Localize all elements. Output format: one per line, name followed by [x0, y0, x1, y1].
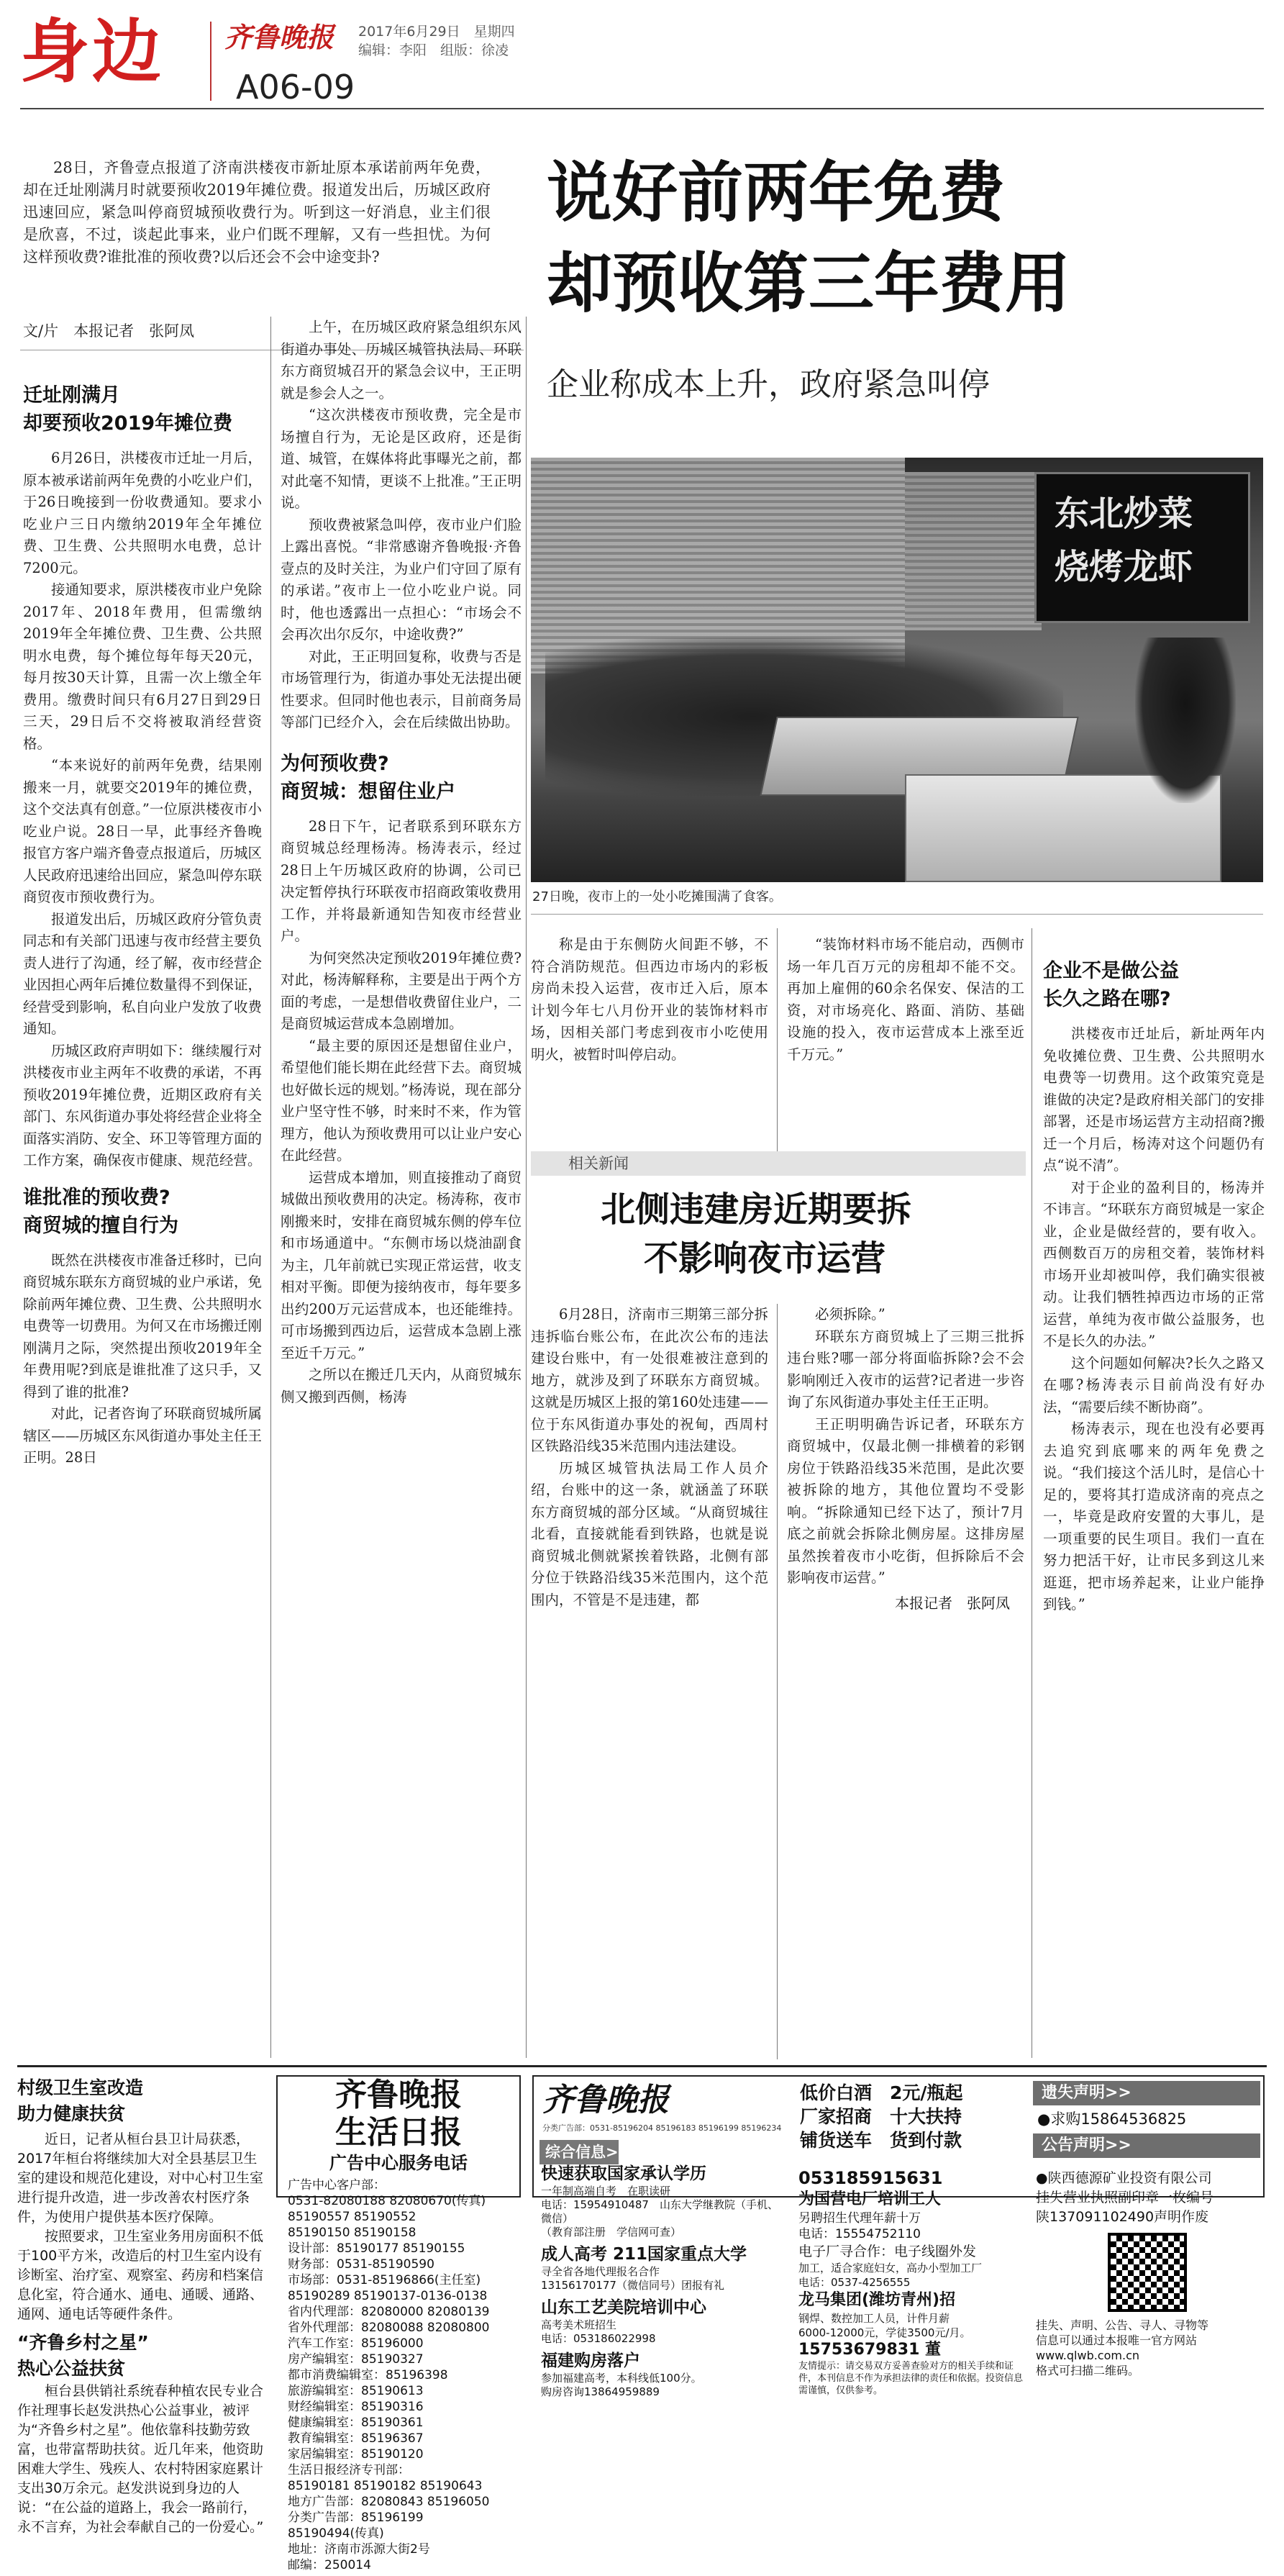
vendor-figure	[1135, 638, 1236, 803]
classified-item-detail: 参加福建高考，本科线低100分。 购房咨询13864959889	[541, 2372, 702, 2398]
health-ad-column	[17, 2075, 266, 2535]
masthead-rule	[20, 108, 1264, 109]
related-title-line-2: 不影响夜市运营	[644, 1238, 886, 1279]
classified-wine-block	[800, 2081, 1016, 2152]
service-phone-line: 房产编辑室：85190327	[288, 2352, 424, 2367]
service-phone-line: 地方广告部：82080843 85196050	[288, 2495, 490, 2509]
section-title: 身边	[20, 12, 164, 92]
date-line: 2017年6月29日 星期四	[358, 24, 515, 40]
article-paragraph: 上午，在历城区政府紧急组织东风街道办事处、历城区城管执法局、环联东方商贸城召开的紧急会议中，王正明就是参会人之一。	[281, 319, 522, 402]
related-byline: 本报记者 张阿凤	[895, 1594, 1010, 1612]
wine-line-3: 铺货送车 货到付款	[800, 2130, 962, 2151]
service-phone-line: 财经编辑室：85190316	[288, 2400, 424, 2414]
related-title-line-1: 北侧违建房近期要拆	[601, 1189, 912, 1230]
service-phone-line: 健康编辑室：85190361	[288, 2416, 424, 2430]
article-paragraph: 既然在洪楼夜市准备迁移时，已向商贸城东联东方商贸城的业户承诺，免除前两年摊位费、卫生费、公共照明水电费等一切费用。为何又在市场搬迁刚刚满月之际，突然提出预收2019年全年费用呢?到底是谁批准了这只手，又得到了谁的批准?	[23, 1251, 262, 1400]
classified-logo: 齐鲁晚报	[542, 2082, 669, 2118]
article-paragraph: 之所以在搬迁几天内，从商贸城东侧又搬到西侧，杨涛	[281, 1366, 522, 1405]
charity-title: “齐鲁乡村之星” 热心公益扶贫	[17, 2332, 149, 2379]
article-paragraph: 这个问题如何解决?长久之路又在哪?杨涛表示目前尚没有好办法，“需要后续不断协商”。	[1043, 1354, 1265, 1415]
service-title-1: 齐鲁晚报	[335, 2077, 462, 2113]
service-phone-line: 市场部：0531-85196866(主任室)	[288, 2273, 481, 2287]
service-phone-line: 教育编辑室：85196367	[288, 2431, 424, 2446]
service-phone-line: 生活日报经济专刊部：	[288, 2463, 410, 2477]
classified-item-title: 快速获取国家承认学历	[541, 2164, 706, 2183]
article-column-3	[531, 934, 768, 1143]
qr-note: 格式可扫描二维码。	[1036, 2364, 1140, 2377]
service-phone-line: 财务部：0531-85190590	[288, 2257, 434, 2272]
service-phone-line: 家居编辑室：85190120	[288, 2447, 424, 2462]
service-phone-line: 设计部：85190177 85190155	[288, 2241, 465, 2256]
service-phone-line: 都市消费编辑室：85196398	[288, 2368, 448, 2382]
shop-sign-text-2: 烧烤龙虾	[1055, 547, 1193, 587]
ads-top-rule	[17, 2065, 1267, 2067]
article-paragraph: 运营成本增加，则直接推动了商贸城做出预收费用的决定。杨涛称，夜市刚搬来时，安排在商贸城东侧的停车位和市场通道中。“东侧市场以烧油副食为主，几年前就已实现正常运营，收支相对平衡。即便为接纳夜市，每年要多出约200万元运营成本，也还能维持。可市场搬到西边后，运营成本急剧上涨至近千万元。”	[281, 1169, 522, 1361]
subhead-3: 为何预收费? 商贸城：想留住业户	[281, 752, 455, 803]
headline-line-2: 却预收第三年费用	[547, 246, 1071, 322]
subhead-1: 迁址刚满月 却要预收2019年摊位费	[23, 384, 233, 435]
photo-caption: 27日晚，夜市上的一处小吃摊围满了食客。	[532, 889, 782, 904]
electronics-title: 电子厂寻合作：电子线圈外发	[798, 2244, 977, 2259]
classified-lower-left	[541, 2163, 786, 2398]
health-paragraph-2: 按照要求，卫生室业务用房面积不低于100平方米，改造后的村卫生室内设有诊断室、治疗室、观察室、药房和档案信息化室，符合通水、通电、通暖、通路、通网、通电话等硬件条件。	[17, 2228, 264, 2322]
classified-item-title: 成人高考 211国家重点大学	[541, 2245, 747, 2264]
service-phone-line: 邮编：250014	[288, 2558, 371, 2572]
classified-item-detail: 一年制高端自考 在职读研 电话：15954910487 山东大学继教院（手机、微信） （教育部注册 学信网可查）	[541, 2185, 778, 2239]
wine-line-1: 低价白酒 2元/瓶起	[800, 2082, 963, 2103]
lead-intro: 28日，齐鲁壹点报道了济南洪楼夜市新址原本承诺前两年免费，却在迁址刚满月时就要预收2019年摊位费。报道发出后，历城区政府迅速回应，紧急叫停商贸城预收费行为。听到这一好消息，业主们很是欣喜，不过，谈起此事来，业户们既不理解，又有一些担忧。为何这样预收费?谁批准的预收费?以后还会不会中途变卦?	[23, 159, 491, 266]
related-paragraph: 历城区城管执法局工作人员介绍，台账中的这一条，就涵盖了环联东方商贸城的部分区域。“从商贸城往北看，直接就能看到铁路，也就是说商贸城北侧就紧挨着铁路，北侧有部分位于铁路沿线35米范围内，这个范围内，不管是不是违建，都	[531, 1459, 768, 1608]
health-paragraph-1: 近日，记者从桓台县卫计局获悉，2017年桓台将继续加大对全县基层卫生室的建设和规范化建设，对中心村卫生室进行提升改造，进一步改善农村医疗条件，为使用户提供基本医疗保障。	[17, 2131, 264, 2225]
classified-item-title: 山东工艺美院培训中心	[541, 2298, 706, 2317]
editor-line: 编辑：李阳 组版：徐凌	[358, 42, 509, 58]
article-paragraph: 杨涛表示，现在也没有必要再去追究到底哪来的两年免费之说。“我们接这个活儿时，是信心十足的，要将其打造成济南的亮点之一，毕竟是政府安置的大事儿，是一项重要的民生项目。我们一直在努力把活干好，让市民多到这儿来逛逛，把市场养起来，让业户能挣到钱。”	[1043, 1420, 1265, 1613]
lost-notice-head: 遗失声明>>	[1033, 2081, 1260, 2105]
article-paragraph: “这次洪楼夜市预收费，完全是市场擅自行为，无论是区政府，还是街道、城管，在媒体将此事曝光之前，都对此毫不知情，更谈不上批准。”王正明说。	[281, 407, 522, 511]
article-column-1	[23, 448, 262, 2117]
article-paragraph: “最主要的原因还是想留住业户，希望他们能长期在此经营下去。商贸城也好做长远的规划。”杨涛说，现在部分业户坚守性不够，时来时不来，作为管理方，他认为预收费用可以让业户安心在此经营。	[281, 1037, 522, 1164]
related-paragraph: 王正明明确告诉记者，环联东方商贸城中，仅最北侧一排横着的彩钢房位于铁路沿线35米范围，是此次要被拆除的地方，其他位置均不受影响。“拆除通知已经下达了，预计7月底之前就会拆除北侧房屋。这排房屋虽然挨着夜市小吃街，但拆除后不会影响夜市运营。”	[787, 1415, 1024, 1586]
lost-notice-item: ●求购15864536825	[1037, 2110, 1187, 2128]
subhead-2: 谁批准的预收费? 商贸城的擅自行为	[23, 1186, 178, 1237]
longma-title: 龙马集团(潍坊青州)招	[798, 2291, 956, 2309]
subhead-4: 企业不是做公益 长久之路在哪?	[1043, 960, 1179, 1010]
public-notice-head: 公告声明>>	[1033, 2133, 1260, 2158]
qr-note: 信息可以通过本报唯一官方网站	[1036, 2334, 1198, 2347]
qr-note: 挂失、声明、公告、寻人、寻物等	[1036, 2318, 1209, 2332]
article-column-5	[1043, 1023, 1265, 2059]
classified-item-detail: 寻全省各地代理报名合作 13156170177（微信同号）团报有礼	[541, 2265, 724, 2292]
notice-item: 挂失营业执照副印章一枚编号	[1036, 2190, 1214, 2205]
service-phone-line: 省外代理部：82080088 82080800	[288, 2321, 490, 2335]
article-paragraph: 6月26日，洪楼夜市迁址一月后，原本被承诺前两年免费的小吃业户们，于26日晚接到一份收费通知。要求小吃业户三日内缴纳2019年全年摊位费、卫生费、公共照明水电费，总计7200元。	[23, 450, 262, 576]
classified-info-head: 综合信息>>	[539, 2140, 619, 2164]
longma-phone: 15753679831 董	[798, 2341, 942, 2359]
service-phone-line: 广告中心客户部：	[288, 2178, 386, 2192]
service-phone-line: 省内代理部：82080000 82080139	[288, 2305, 490, 2319]
health-title: 村级卫生室改造 助力健康扶贫	[17, 2077, 144, 2124]
notice-item: ●陕西德源矿业投资有限公司	[1036, 2170, 1212, 2186]
page-number: A06-09	[236, 68, 355, 106]
classified-lower-right	[1036, 2169, 1259, 2377]
article-paragraph: 称是由于东侧防火间距不够，不符合消防规范。但西边市场内的彩板房尚未投入运营，夜市迁入后，原本计划今年七八月份开业的装饰材料市场，因相关部门考虑到夜市小吃使用明火，被暂时叫停启动。	[531, 936, 768, 1063]
service-phone-line: 85190150 85190158	[288, 2226, 416, 2240]
related-paragraph: 必须拆除。”	[815, 1306, 885, 1323]
headline-line-1: 说好前两年免费	[547, 155, 1006, 231]
service-phone-line: 汽车工作室：85196000	[288, 2336, 424, 2351]
article-paragraph: 接通知要求，原洪楼夜市业户免除2017年、2018年费用，但需缴纳2019年全年摊位费、卫生费、公共照明水电费，每个摊位每年每天20元，每月按30天计算，且需一次上缴全年费用。缴费时间只有6月27日到29日三天，29日后不交将被取消经营资格。	[23, 581, 262, 752]
article-paragraph: 28日下午，记者联系到环联东方商贸城总经理杨涛。杨涛表示，经过28日上午历城区政府的协调，公司已决定暂停执行环联夜市招商政策收费用工作，并将最新通知告知夜市经营业户。	[281, 817, 522, 944]
service-title-2: 生活日报	[335, 2114, 462, 2151]
wine-phone: 053185915631	[798, 2168, 943, 2188]
service-subtitle: 广告中心服务电话	[329, 2153, 468, 2173]
related-rule	[777, 1304, 778, 2059]
column-rule-2	[526, 317, 527, 2058]
classified-right-column	[1033, 2081, 1260, 2158]
column-rule-3	[777, 928, 778, 1151]
article-paragraph: “装饰材料市场不能启动，西侧市场一年几百万元的房租却不能不交。再加上雇佣的60余名保安、保洁的工资，对市场亮化、路面、消防、基础设施的投入，夜市运营成本上涨至近千万元。”	[787, 936, 1024, 1063]
qr-note: www.qlwb.com.cn	[1036, 2349, 1139, 2362]
article-paragraph: 预收费被紧急叫停，夜市业户们脸上露出喜悦。“非常感谢齐鲁晚报·齐鲁壹点的及时关注，为业户们守回了原有的承诺。”夜市上一位小吃业户说。同时，他也透露出一点担心：“市场会不会再次出尔反尔，中途收费?”	[281, 516, 522, 643]
byline: 文/片 本报记者 张阿凤	[23, 322, 195, 340]
service-phone-line: 地址：济南市泺源大街2号	[288, 2542, 430, 2557]
friendly-reminder: 友情提示：请交易双方妥善查验对方的相关手续和证件，本刊信息不作为承担法律的责任和依据。投资信息需谨慎，仅供参考。	[798, 2361, 1024, 2396]
qr-code	[1108, 2233, 1187, 2312]
article-paragraph: 对此，记者咨询了环联商贸城所属辖区——历城区东风街道办事处主任王正明。28日	[23, 1405, 262, 1466]
related-paragraph: 环联东方商贸城上了三期三批拆违台账?哪一部分将面临拆除?会不会影响刚迁入夜市的运营?记者进一步咨询了东风街道办事处主任王正明。	[787, 1328, 1024, 1410]
classified-lower-mid	[798, 2167, 1029, 2396]
related-paragraph: 6月28日，济南市三期第三部分拆违拆临台账公布，在此次公布的违法建设台账中，有一处很难被注意到的地方，就涉及到了环联东方商贸城。这就是历城区上报的第160处违建——位于东风街道办事处的祝甸，西周村区铁路沿线35米范围内违法建设。	[531, 1306, 768, 1454]
article-paragraph: 对此，王正明回复称，收费与否是市场管理行为，街道办事处无法提出硬性要求。但同时他也表示，目前商务局等部门已经介入，会在后续做出协助。	[281, 648, 522, 730]
paper-logo: 齐鲁晚报	[224, 21, 334, 53]
classified-item-title: 福建购房落户	[541, 2351, 640, 2370]
service-phone-line: 分类广告部：85196199	[288, 2511, 424, 2525]
service-phone-line: 85190181 85190182 85190643	[288, 2479, 483, 2493]
related-column-2	[787, 1304, 1024, 2059]
article-paragraph: 对于企业的盈利目的，杨涛并不讳言。“环联东方商贸城是一家企业，企业是做经营的，要有收入。西侧数百万的房租交着，装饰材料市场开业却被叫停，我们确实很被动。让我们牺牲掉西边市场的正常运营，单纯为夜市做公益服务，也不是长久的办法。”	[1043, 1179, 1265, 1349]
power-plant-detail: 另聘招生代理年薪十万 电话：15554752110	[798, 2211, 921, 2241]
caption-rule	[531, 914, 1263, 915]
notice-item: 陕137091102490声明作废	[1036, 2209, 1209, 2225]
article-column-2	[281, 317, 522, 2080]
longma-detail: 钢焊、数控加工人员，计件月薪 6000-12000元，学徒3500元/月。	[798, 2312, 971, 2339]
service-phone-line: 旅游编辑室：85190613	[288, 2384, 424, 2398]
subheadline: 企业称成本上升，政府紧急叫停	[547, 366, 990, 403]
related-column-1	[531, 1304, 768, 2059]
classified-phones: 分类广告部：0531-85196204 85196183 85196199 85196234	[542, 2123, 782, 2133]
related-news-tag: 相关新闻	[568, 1155, 629, 1172]
masthead-divider	[210, 22, 211, 101]
article-paragraph: 洪楼夜市迁址后，新址两年内免收摊位费、卫生费、公共照明水电费等一切费用。这个政策究竟是谁做的决定?是政府相关部门的安排部署，还是市场运营方主动招商?搬迁一个月后，杨涛对这个问题仍有点“说不清”。	[1043, 1025, 1265, 1174]
service-phone-line: 0531-82080188 82080670(传真)	[288, 2194, 486, 2208]
article-paragraph: 为何突然决定预收2019年摊位费?对此，杨涛解释称，主要是出于两个方面的考虑，一是想借收费留住业户，二是商贸城运营成本急剧增加。	[281, 949, 522, 1032]
charity-paragraph: 桓台县供销社系统春种植农民专业合作社理事长赵发洪热心公益事业，被评为“齐鲁乡村之星”。他依靠科技勤劳致富，也带富帮助扶贫。近几年来，他资助困难大学生、残疾人、农村特困家庭累计支出30万余元。赵发洪说到身边的人说：“在公益的道路上，我会一路前行，永不言弃，为社会奉献自己的一份爱心。”	[17, 2383, 264, 2535]
service-phone-line: 85190289 85190137-0136-0138	[288, 2289, 488, 2303]
article-paragraph: “本来说好的前两年免费，结果刚搬来一月，就要交2019年的摊位费，这个交法真有创意。”一位原洪楼夜市小吃业户说。28日一早，此事经齐鲁晚报官方客户端齐鲁壹点报道后，历城区人民政府迅速给出回应，紧急叫停东联商贸夜市预收费行为。	[23, 757, 262, 905]
service-phone-line: 85190557 85190552	[288, 2210, 416, 2224]
article-paragraph: 历城区政府声明如下：继续履行对洪楼夜市业主两年不收费的承诺，不再预收2019年摊位费，近期区政府有关部门、东风街道办事处将经营企业将全面落实消防、安全、环卫等管理方面的工作方案，确保夜市健康、规范经营。	[23, 1042, 262, 1169]
wine-line-2: 厂家招商 十大扶持	[800, 2106, 962, 2127]
shutter-door-mid	[905, 472, 1042, 630]
electronics-detail: 加工，适合家庭妇女，高办小型加工厂 电话：0537-4256555	[798, 2262, 983, 2289]
classified-item-detail: 高考美术班招生 电话：053186022998	[541, 2318, 656, 2345]
ad-service-box	[276, 2075, 521, 2572]
article-paragraph: 报道发出后，历城区政府分管负责同志和有关部门迅速与夜市经营主要负责人进行了沟通，经了解，夜市经营企业因担心两年后摊位数量得不到保证，经营受到影响，私自向业户发放了收费通知。	[23, 910, 262, 1037]
article-column-4	[787, 934, 1024, 1143]
shop-sign-text-1: 东北炒菜	[1055, 494, 1193, 534]
column-rule-1	[270, 317, 271, 2058]
power-plant-title: 为国营电厂培训工人	[798, 2190, 942, 2208]
service-phone-line: 85190494(传真)	[288, 2526, 384, 2541]
night-market-photo	[531, 458, 1263, 882]
